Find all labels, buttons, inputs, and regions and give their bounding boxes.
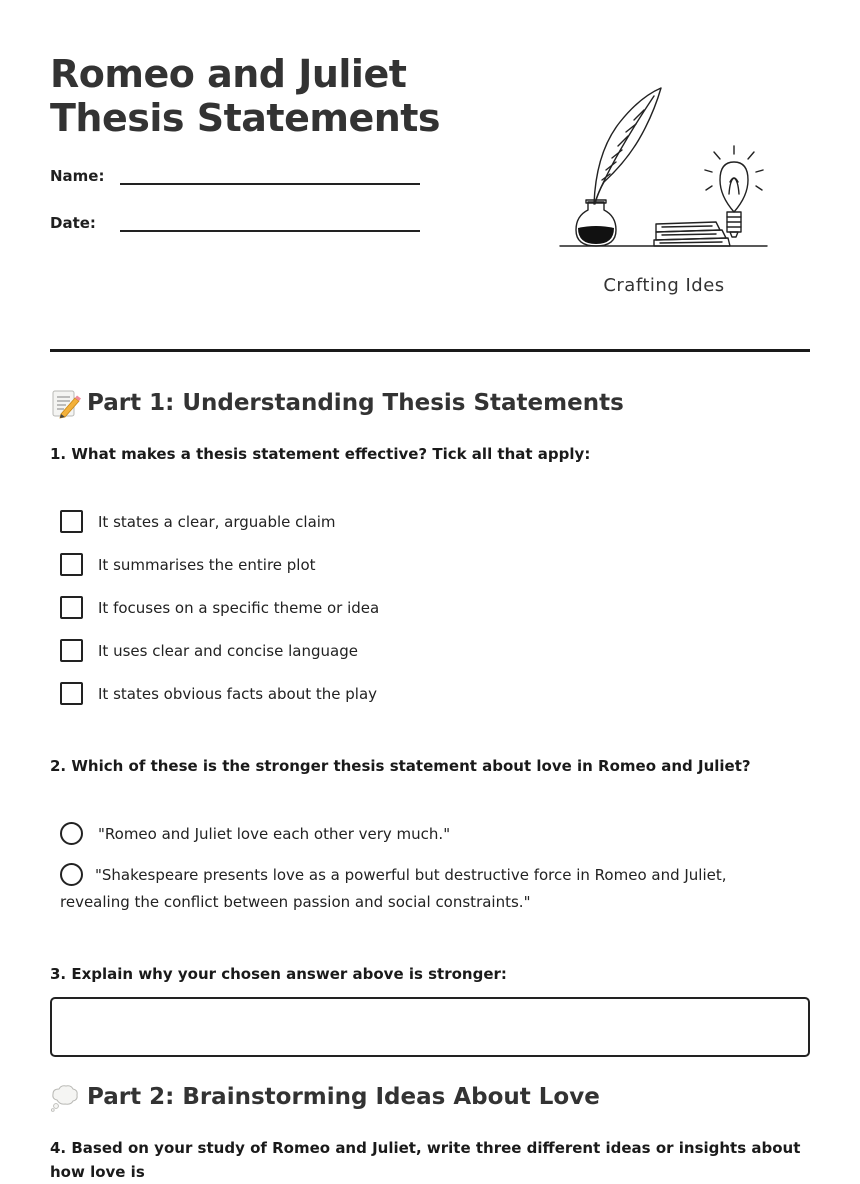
memo-pencil-icon — [50, 388, 80, 418]
part1-heading — [50, 388, 624, 418]
q1-option — [60, 510, 800, 533]
question-2: 2. Which of these is the stronger thesis statement about love in Romeo and Juliet? — [50, 757, 751, 775]
q1-option — [60, 682, 800, 705]
name-label: Name: — [50, 167, 105, 185]
q2-radio[interactable] — [60, 822, 83, 845]
q1-option — [60, 596, 800, 619]
name-field-row — [50, 163, 420, 185]
q1-option-label: It focuses on a specific theme or idea — [98, 598, 380, 617]
q2-radio[interactable] — [60, 863, 83, 886]
q2-option-label: "Romeo and Juliet love each other very much." — [98, 824, 451, 843]
part1-heading-text: Part 1: Understanding Thesis Statements — [87, 390, 624, 416]
q2-option-label: "Shakespeare presents love as a powerful but destructive force in Romeo and Juliet, revealing the conflict between passion and social constraints." — [60, 866, 727, 911]
worksheet-title: Romeo and Juliet Thesis Statements — [50, 52, 441, 140]
q1-option-label: It states a clear, arguable claim — [98, 512, 336, 531]
q1-checkbox[interactable] — [60, 682, 83, 705]
question-3: 3. Explain why your chosen answer above is stronger: — [50, 965, 507, 983]
name-line[interactable] — [120, 163, 420, 185]
header-divider — [50, 349, 810, 352]
question-4: 4. Based on your study of Romeo and Juliet, write three different ideas or insights about how love is — [50, 1139, 801, 1181]
q1-option-label: It uses clear and concise language — [98, 641, 358, 660]
q1-option — [60, 553, 800, 576]
part2-heading — [50, 1082, 600, 1112]
date-line[interactable] — [120, 210, 420, 232]
q1-checkbox[interactable] — [60, 553, 83, 576]
q1-option-label: It states obvious facts about the play — [98, 684, 378, 703]
q1-option — [60, 639, 800, 662]
q1-checkbox[interactable] — [60, 639, 83, 662]
q1-option-label: It summarises the entire plot — [98, 555, 316, 574]
q3-answer-box[interactable] — [50, 997, 810, 1057]
date-label: Date: — [50, 214, 96, 232]
q1-checkbox[interactable] — [60, 596, 83, 619]
part2-heading-text: Part 2: Brainstorming Ideas About Love — [87, 1084, 600, 1110]
thought-bubble-icon — [50, 1082, 80, 1112]
illustration-caption: Crafting Ides — [603, 275, 725, 296]
question-1: 1. What makes a thesis statement effective? Tick all that apply: — [50, 445, 591, 463]
q1-checkbox[interactable] — [60, 510, 83, 533]
date-field-row — [50, 210, 420, 232]
q2-option — [60, 822, 800, 845]
quill-ink-lightbulb-illustration — [550, 82, 778, 252]
q2-option — [60, 862, 800, 916]
